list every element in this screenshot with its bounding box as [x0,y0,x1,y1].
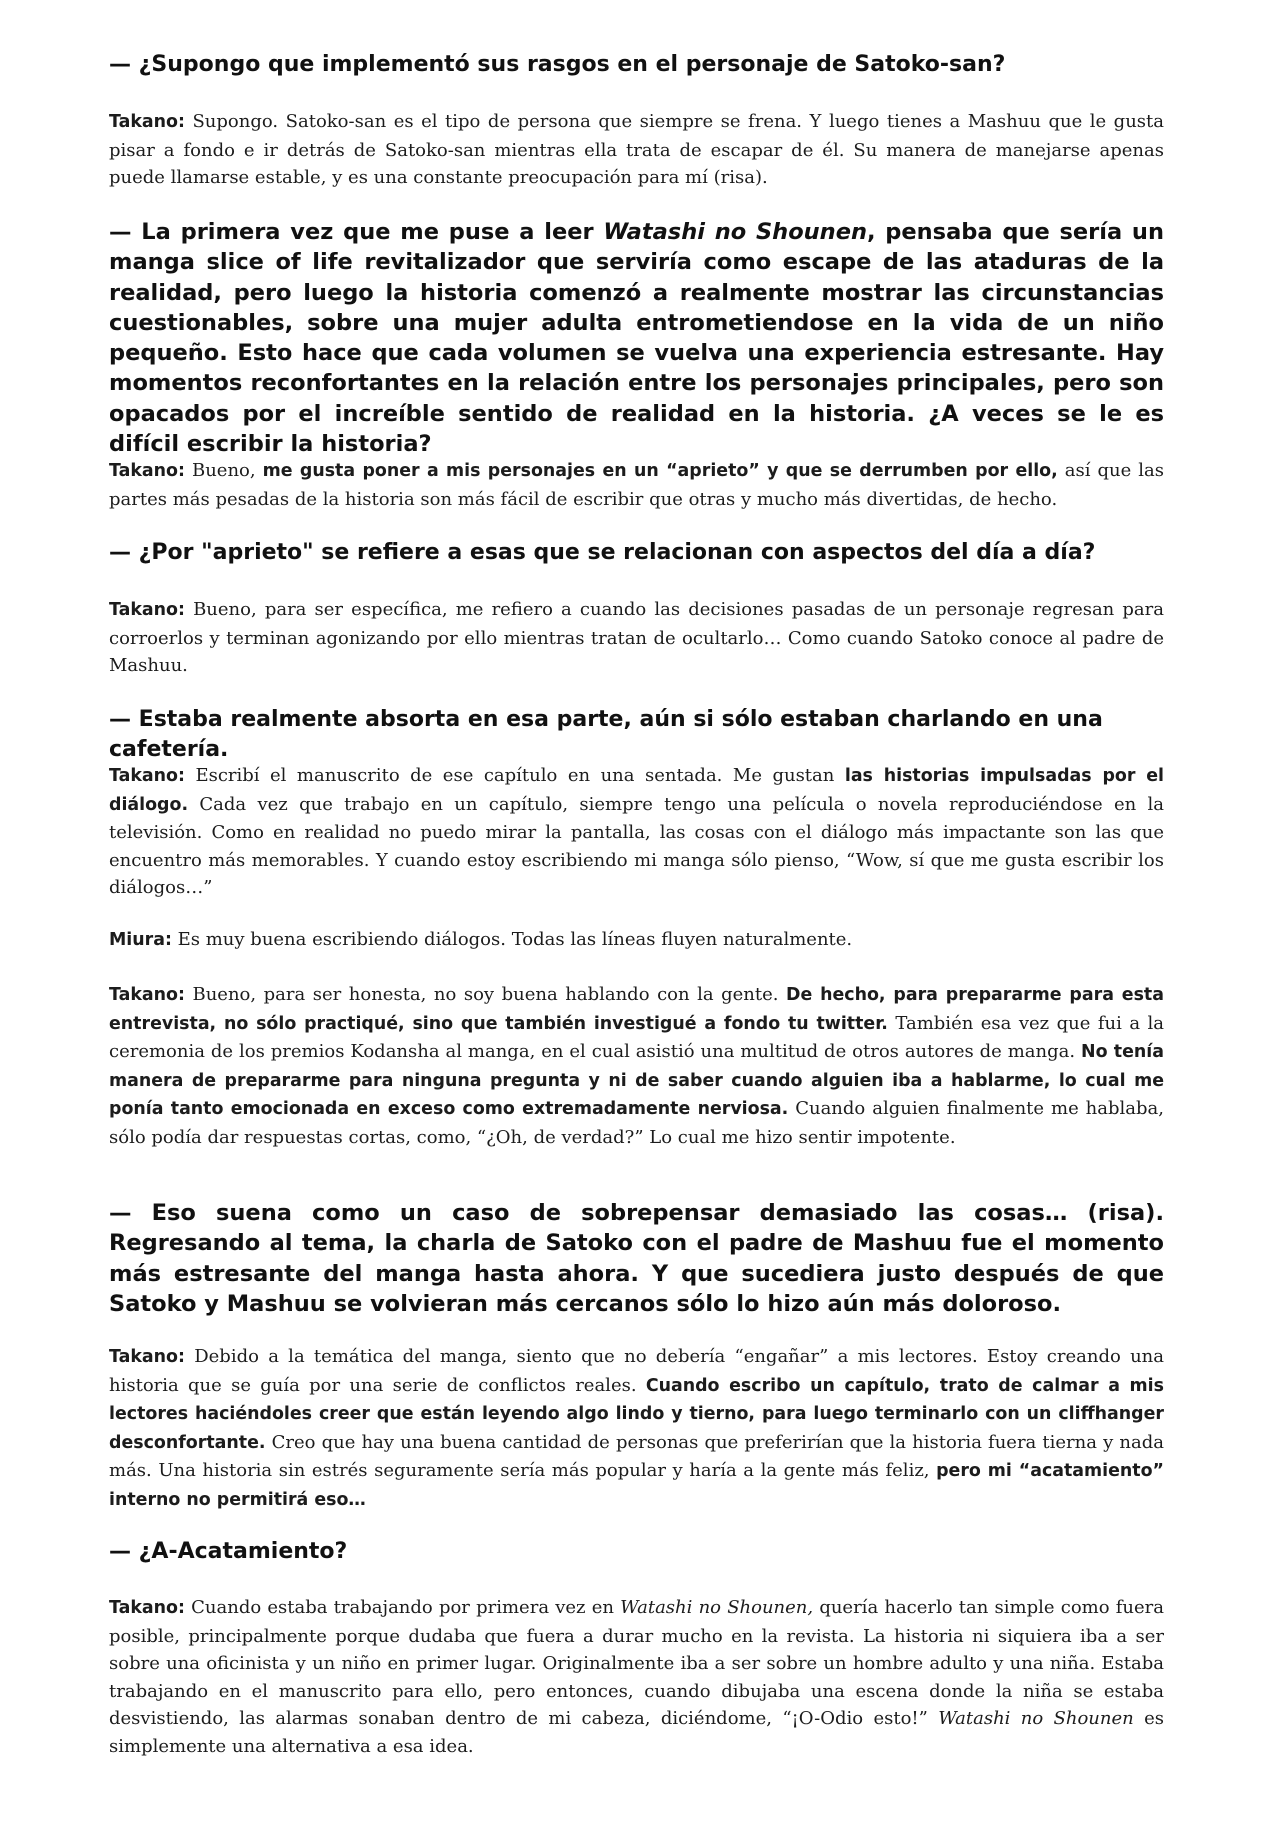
answer-text: Bueno, para ser honesta, no soy buena hablando con la gente. [184,984,787,1005]
answer-text: Supongo. Satoko-san es el tipo de persona que siempre se frena. Y luego tienes a Mashuu que le gusta pisar a fondo e ir detrás de Satoko-san mientras ella trata de escapar de él. Su manera de manejarse apenas puede llamarse estable, y es una constante preocupación para mí (risa). [109,111,1164,188]
speaker-label: Takano: [109,766,185,786]
question-1: — ¿Supongo que implementó sus rasgos en el personaje de Satoko-san? [109,52,1006,77]
answer-2 [109,457,1164,513]
answer-5 [109,926,1164,955]
speaker-label: Miura: [109,930,172,950]
question-text: , pensaba que sería un manga slice of life revitalizador que serviría como escape de las ataduras de la realidad, pero luego la historia comenzó a realmente mostrar las circunstancias cuestionables, sobre una mujer adulta entrometiendose en la vida de un niño pequeño. Esto hace que cada volumen se vuelva una experiencia estresante. Hay momentos reconfortantes en la relación entre los personajes principales, pero son opacados por el increíble sentido de realidad en la historia. ¿A veces se le es difícil escribir la historia? [109,219,1164,458]
answer-text: Debido a la temática del manga, siento que no debería “engañar” a mis lectores. Estoy creando una historia que se guía por una serie de conflictos reales. [109,1346,1164,1396]
emphasis-text: las historias impulsadas por el diálogo. [109,766,1164,815]
answer-text: es simplemente una alternativa a esa idea. [109,1708,1164,1757]
speaker-label: Takano: [109,461,185,481]
answer-6 [109,981,1164,1151]
answer-7 [109,1343,1164,1514]
question-text: — La primera vez que me puse a leer [109,219,604,245]
emphasis-text: me gusta poner a mis personajes en un “aprieto” y que se derrumben por ello, [262,461,1058,481]
question-3: — ¿Por "aprieto" se refiere a esas que se relacionan con aspectos del día a día? [109,540,1096,565]
emphasis-text: No tenía manera de prepararme para ninguna pregunta y ni de saber cuando alguien iba a hablarme, lo cual me ponía tanto emocionada en exceso como extremadamente nerviosa. [109,1042,1164,1119]
question-5: — Eso suena como un caso de sobrepensar demasiado las cosas… (risa). Regresando al tema, la charla de Satoko con el padre de Mashuu fue el momento más estresante del manga hasta ahora. Y que sucediera justo después de que Satoko y Mashuu se volvieran más cercanos sólo lo hizo aún más doloroso. [109,1200,1164,1317]
manga-title: Watashi no Shounen [603,219,867,245]
question-6: — ¿A-Acatamiento? [109,1539,348,1564]
answer-text: así que las partes más pesadas de la historia son más fácil de escribir que otras y mucho más divertidas, de hecho. [109,460,1164,510]
manga-title: Watashi no Shounen [938,1708,1134,1729]
speaker-label: Takano: [109,112,185,132]
answer-4 [109,762,1164,902]
speaker-label: Takano: [109,600,185,620]
answer-text: Cada vez que trabajo en un capítulo, siempre tengo una película o novela reproduciéndose en la televisión. Como en realidad no puedo mirar la pantalla, las cosas con el diálogo más impactante son las que encuentro más memorables. Y cuando estoy escribiendo mi manga sólo pienso, “Wow, sí que me gusta escribir los diálogos…” [109,793,1164,898]
emphasis-text: De hecho, para prepararme para esta entrevista, no sólo practiqué, sino que también investigué a fondo tu twitter. [109,985,1164,1034]
emphasis-text: pero mi “acatamiento” interno no permitirá eso… [109,1461,1164,1510]
answer-text: Bueno, para ser específica, me refiero a cuando las decisiones pasadas de un personaje regresan para corroerlos y terminan agonizando por ello mientras tratan de ocultarlo… Como cuando Satoko conoce al padre de Mashuu. [109,599,1164,676]
answer-text: Cuando estaba trabajando por primera vez en [184,1597,621,1618]
answer-text: También esa vez que fui a la ceremonia de los premios Kodansha al manga, en el cual asistió una multitud de otros autores de manga. [109,1012,1164,1062]
answer-text: Escribí el manuscrito de ese capítulo en una sentada. Me gustan [184,765,845,786]
emphasis-text: Cuando escribo un capítulo, trato de calmar a mis lectores haciéndoles creer que están leyendo algo lindo y tierno, para luego terminarlo con un cliffhanger desconfortante. [109,1375,1164,1453]
answer-3 [109,596,1164,680]
answer-text: quería hacerlo tan simple como fuera posible, principalmente porque dudaba que fuera a durar mucho en la revista. La historia ni siquiera iba a ser sobre una oficinista y un niño en primer lugar. Originalmente iba a ser sobre un hombre adulto y una niña. Estaba trabajando en el manuscrito para ello, pero entonces, cuando dibujaba una escena donde la niña se estaba desvistiendo, las alarmas sonaban dentro de mi cabeza, diciéndome, “¡O-Odio esto!” [109,1597,1164,1729]
speaker-label: Takano: [109,1598,185,1618]
answer-1 [109,108,1164,192]
answer-text: Bueno, [184,460,263,481]
answer-text: Cuando alguien finalmente me hablaba, sólo podía dar respuestas cortas, como, “¿Oh, de verdad?” Lo cual me hizo sentir impotente. [109,1098,1164,1148]
question-4: — Estaba realmente absorta en esa parte, aún si sólo estaban charlando en una cafetería. [109,707,1103,762]
speaker-label: Takano: [109,985,185,1005]
manga-title: Watashi no Shounen, [620,1597,814,1618]
question-2 [109,217,1164,459]
answer-text: Es muy buena escribiendo diálogos. Todas las líneas fluyen naturalmente. [171,929,853,950]
answer-8 [109,1594,1164,1760]
answer-text: Creo que hay una buena cantidad de personas que preferirían que la historia fuera tierna y nada más. Una historia sin estrés seguramente sería más popular y haría a la gente más feliz, [109,1431,1164,1481]
speaker-label: Takano: [109,1347,185,1367]
